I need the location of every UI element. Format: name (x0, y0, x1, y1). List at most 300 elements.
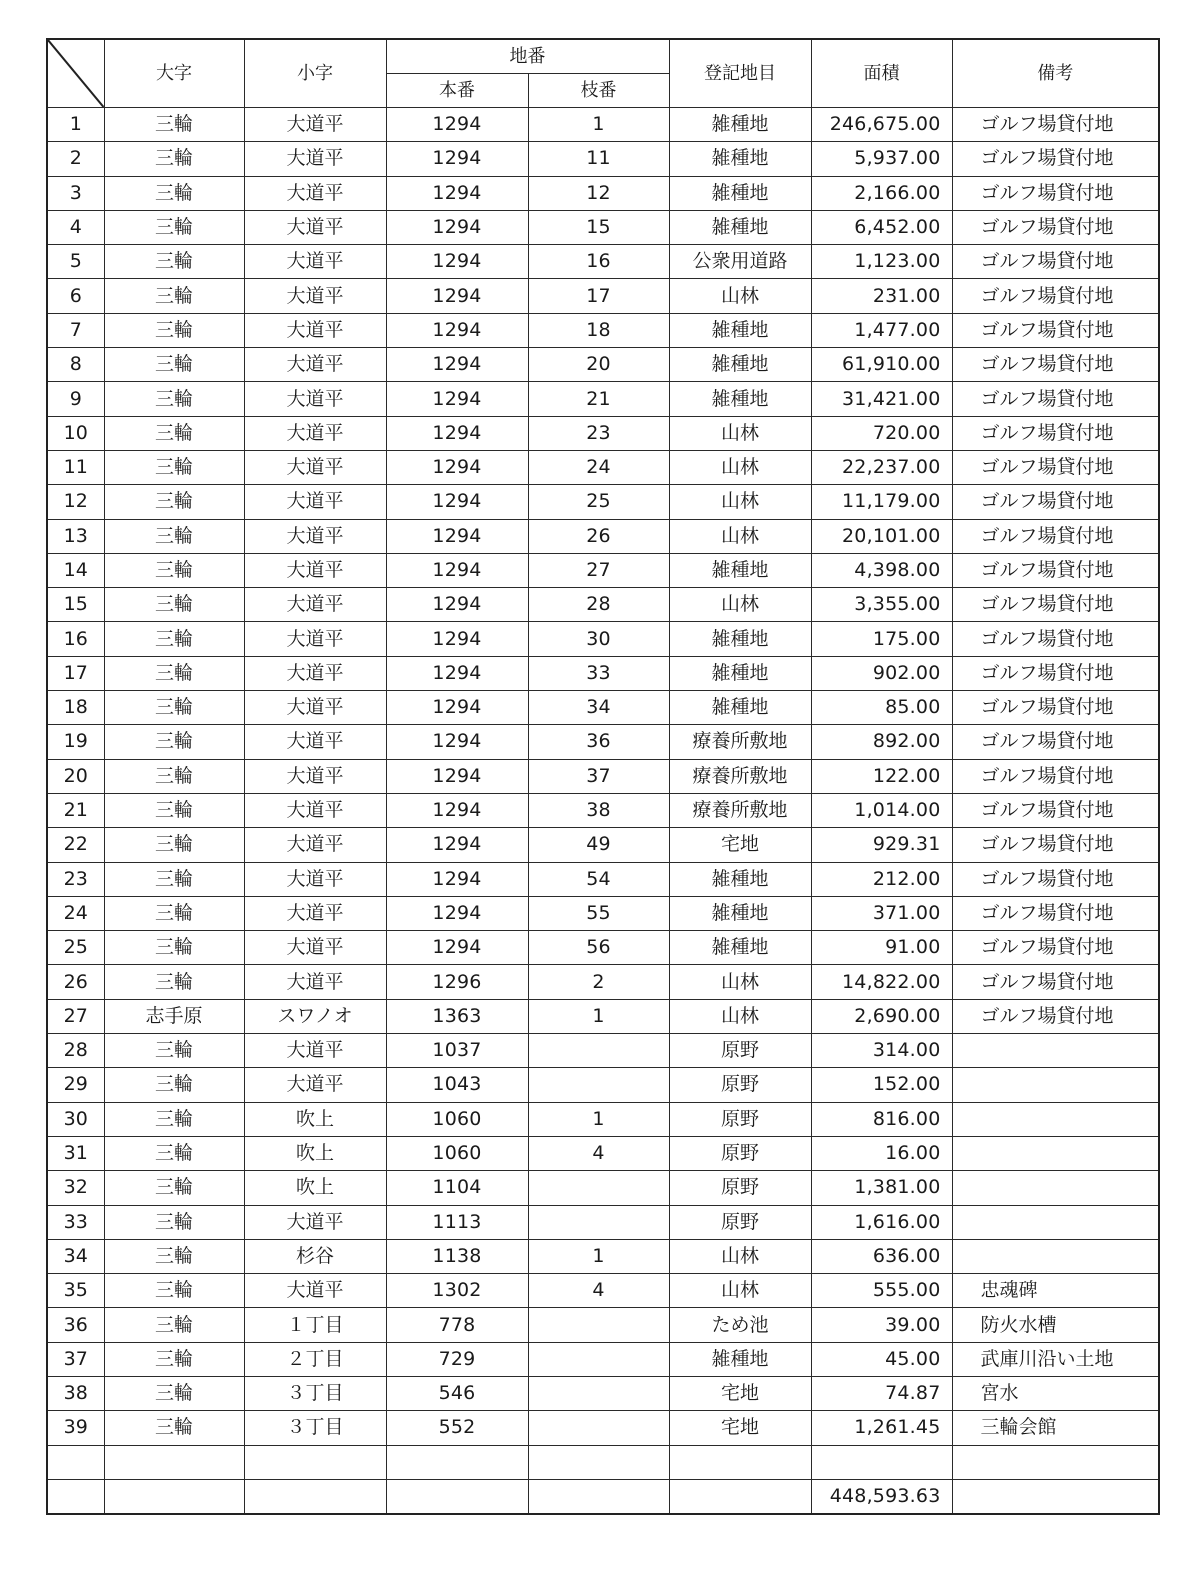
cell-menseki: 816.00 (811, 1102, 952, 1136)
cell-menseki: 61,910.00 (811, 348, 952, 382)
row-number: 36 (47, 1308, 104, 1342)
cell-edaban: 24 (528, 450, 669, 484)
header-honban: 本番 (386, 74, 528, 108)
cell-edaban: 23 (528, 416, 669, 450)
cell-oaza: 三輪 (104, 588, 244, 622)
cell-koaza: 大道平 (244, 313, 386, 347)
cell-menseki: 6,452.00 (811, 210, 952, 244)
cell-biko: 忠魂碑 (952, 1274, 1159, 1308)
cell-honban: 1294 (386, 862, 528, 896)
cell-honban: 1294 (386, 313, 528, 347)
cell-biko: ゴルフ場貸付地 (952, 348, 1159, 382)
cell-edaban (528, 1068, 669, 1102)
cell-honban: 1294 (386, 519, 528, 553)
cell-oaza: 三輪 (104, 1136, 244, 1170)
table-row (47, 450, 1159, 484)
empty-cell (244, 1479, 386, 1514)
table-row (47, 1102, 1159, 1136)
cell-oaza: 三輪 (104, 1171, 244, 1205)
row-number: 29 (47, 1068, 104, 1102)
cell-oaza: 三輪 (104, 896, 244, 930)
cell-koaza: 大道平 (244, 382, 386, 416)
table-row (47, 588, 1159, 622)
cell-honban: 778 (386, 1308, 528, 1342)
cell-biko (952, 1205, 1159, 1239)
cell-edaban: 25 (528, 485, 669, 519)
row-number: 25 (47, 931, 104, 965)
cell-edaban (528, 1171, 669, 1205)
table-row (47, 176, 1159, 210)
cell-honban: 1104 (386, 1171, 528, 1205)
table-row (47, 485, 1159, 519)
cell-menseki: 1,616.00 (811, 1205, 952, 1239)
cell-chimoku: 雑種地 (669, 862, 811, 896)
cell-edaban: 16 (528, 245, 669, 279)
cell-biko (952, 1136, 1159, 1170)
cell-oaza: 三輪 (104, 245, 244, 279)
cell-menseki: 39.00 (811, 1308, 952, 1342)
total-row (47, 1479, 1159, 1514)
table-row (47, 1308, 1159, 1342)
cell-menseki: 371.00 (811, 896, 952, 930)
cell-koaza: 大道平 (244, 656, 386, 690)
row-number: 12 (47, 485, 104, 519)
cell-oaza: 三輪 (104, 965, 244, 999)
cell-chimoku: ため池 (669, 1308, 811, 1342)
cell-edaban: 1 (528, 1239, 669, 1273)
table-header (47, 39, 1159, 108)
cell-koaza: １丁目 (244, 1308, 386, 1342)
cell-honban: 546 (386, 1376, 528, 1410)
table-row (47, 245, 1159, 279)
cell-koaza: 大道平 (244, 896, 386, 930)
cell-edaban: 55 (528, 896, 669, 930)
header-edaban: 枝番 (528, 74, 669, 108)
row-number: 24 (47, 896, 104, 930)
cell-menseki: 902.00 (811, 656, 952, 690)
cell-menseki: 11,179.00 (811, 485, 952, 519)
cell-honban: 1294 (386, 108, 528, 142)
cell-edaban: 38 (528, 793, 669, 827)
cell-chimoku: 雑種地 (669, 691, 811, 725)
cell-honban: 1302 (386, 1274, 528, 1308)
row-number: 22 (47, 828, 104, 862)
cell-koaza: 大道平 (244, 245, 386, 279)
cell-edaban: 4 (528, 1274, 669, 1308)
cell-menseki: 1,381.00 (811, 1171, 952, 1205)
cell-edaban: 1 (528, 108, 669, 142)
cell-menseki: 16.00 (811, 1136, 952, 1170)
cell-honban: 1037 (386, 1034, 528, 1068)
header-menseki: 面積 (811, 39, 952, 108)
cell-honban: 1294 (386, 622, 528, 656)
table-row (47, 382, 1159, 416)
cell-menseki: 2,690.00 (811, 999, 952, 1033)
cell-oaza: 三輪 (104, 416, 244, 450)
cell-menseki: 1,123.00 (811, 245, 952, 279)
cell-honban: 1294 (386, 210, 528, 244)
cell-honban: 1294 (386, 656, 528, 690)
cell-edaban: 4 (528, 1136, 669, 1170)
cell-koaza: 大道平 (244, 416, 386, 450)
cell-koaza: 大道平 (244, 108, 386, 142)
cell-menseki: 3,355.00 (811, 588, 952, 622)
cell-menseki: 22,237.00 (811, 450, 952, 484)
cell-biko: ゴルフ場貸付地 (952, 279, 1159, 313)
cell-chimoku: 山林 (669, 416, 811, 450)
row-number: 31 (47, 1136, 104, 1170)
cell-honban: 1294 (386, 725, 528, 759)
cell-biko: ゴルフ場貸付地 (952, 313, 1159, 347)
row-number: 4 (47, 210, 104, 244)
cell-oaza: 三輪 (104, 931, 244, 965)
table-row (47, 416, 1159, 450)
cell-chimoku: 山林 (669, 519, 811, 553)
cell-chimoku: 原野 (669, 1205, 811, 1239)
cell-biko: ゴルフ場貸付地 (952, 965, 1159, 999)
blank-row (47, 1445, 1159, 1479)
cell-edaban: 37 (528, 759, 669, 793)
cell-koaza: 大道平 (244, 1274, 386, 1308)
row-number: 16 (47, 622, 104, 656)
cell-koaza: スワノオ (244, 999, 386, 1033)
cell-oaza: 三輪 (104, 210, 244, 244)
row-number: 3 (47, 176, 104, 210)
cell-koaza: 大道平 (244, 793, 386, 827)
cell-edaban: 28 (528, 588, 669, 622)
row-number: 37 (47, 1342, 104, 1376)
cell-oaza: 三輪 (104, 725, 244, 759)
cell-menseki: 2,166.00 (811, 176, 952, 210)
cell-honban: 1294 (386, 759, 528, 793)
cell-biko: ゴルフ場貸付地 (952, 896, 1159, 930)
cell-koaza: ２丁目 (244, 1342, 386, 1376)
cell-honban: 1294 (386, 142, 528, 176)
cell-oaza: 三輪 (104, 348, 244, 382)
row-number: 18 (47, 691, 104, 725)
cell-oaza: 三輪 (104, 313, 244, 347)
cell-biko (952, 1239, 1159, 1273)
cell-menseki: 231.00 (811, 279, 952, 313)
table-row (47, 519, 1159, 553)
cell-biko (952, 1034, 1159, 1068)
cell-menseki: 892.00 (811, 725, 952, 759)
cell-koaza: 大道平 (244, 588, 386, 622)
cell-koaza: 吹上 (244, 1136, 386, 1170)
cell-oaza: 三輪 (104, 1411, 244, 1445)
cell-menseki: 1,261.45 (811, 1411, 952, 1445)
cell-oaza: 三輪 (104, 862, 244, 896)
cell-edaban: 27 (528, 553, 669, 587)
cell-koaza: 大道平 (244, 348, 386, 382)
cell-edaban (528, 1034, 669, 1068)
cell-oaza: 三輪 (104, 1274, 244, 1308)
cell-biko: ゴルフ場貸付地 (952, 553, 1159, 587)
table-row (47, 1411, 1159, 1445)
cell-edaban (528, 1205, 669, 1239)
row-number: 20 (47, 759, 104, 793)
cell-koaza: 大道平 (244, 1034, 386, 1068)
cell-edaban: 2 (528, 965, 669, 999)
cell-koaza: 大道平 (244, 176, 386, 210)
cell-oaza: 三輪 (104, 759, 244, 793)
cell-edaban: 1 (528, 1102, 669, 1136)
cell-biko: ゴルフ場貸付地 (952, 210, 1159, 244)
cell-oaza: 三輪 (104, 1239, 244, 1273)
cell-oaza: 志手原 (104, 999, 244, 1033)
cell-oaza: 三輪 (104, 1342, 244, 1376)
cell-menseki: 212.00 (811, 862, 952, 896)
cell-oaza: 三輪 (104, 622, 244, 656)
cell-edaban: 17 (528, 279, 669, 313)
table-row (47, 691, 1159, 725)
row-number: 2 (47, 142, 104, 176)
table-row (47, 1239, 1159, 1273)
cell-oaza: 三輪 (104, 519, 244, 553)
row-number: 34 (47, 1239, 104, 1273)
table-row (47, 896, 1159, 930)
header-biko: 備考 (952, 39, 1159, 108)
cell-edaban: 18 (528, 313, 669, 347)
row-number: 9 (47, 382, 104, 416)
cell-chimoku: 山林 (669, 1239, 811, 1273)
row-number: 6 (47, 279, 104, 313)
table-row (47, 348, 1159, 382)
cell-oaza: 三輪 (104, 1034, 244, 1068)
table-row (47, 656, 1159, 690)
table-row (47, 1136, 1159, 1170)
cell-koaza: 大道平 (244, 622, 386, 656)
cell-menseki: 246,675.00 (811, 108, 952, 142)
cell-biko: ゴルフ場貸付地 (952, 725, 1159, 759)
cell-biko (952, 1171, 1159, 1205)
row-number: 39 (47, 1411, 104, 1445)
cell-chimoku: 宅地 (669, 828, 811, 862)
row-number: 35 (47, 1274, 104, 1308)
cell-oaza: 三輪 (104, 382, 244, 416)
table-row (47, 210, 1159, 244)
cell-edaban: 21 (528, 382, 669, 416)
cell-oaza: 三輪 (104, 793, 244, 827)
table-row (47, 759, 1159, 793)
cell-honban: 1294 (386, 691, 528, 725)
cell-biko: ゴルフ場貸付地 (952, 622, 1159, 656)
cell-menseki: 1,014.00 (811, 793, 952, 827)
cell-koaza: 吹上 (244, 1171, 386, 1205)
cell-honban: 1060 (386, 1102, 528, 1136)
cell-chimoku: 雑種地 (669, 656, 811, 690)
cell-biko: ゴルフ場貸付地 (952, 588, 1159, 622)
cell-chimoku: 雑種地 (669, 142, 811, 176)
cell-edaban: 34 (528, 691, 669, 725)
table-row (47, 793, 1159, 827)
cell-menseki: 929.31 (811, 828, 952, 862)
row-number: 27 (47, 999, 104, 1033)
cell-biko: ゴルフ場貸付地 (952, 450, 1159, 484)
cell-edaban: 33 (528, 656, 669, 690)
cell-chimoku: 雑種地 (669, 313, 811, 347)
cell-edaban: 30 (528, 622, 669, 656)
cell-menseki: 555.00 (811, 1274, 952, 1308)
cell-menseki: 4,398.00 (811, 553, 952, 587)
cell-menseki: 314.00 (811, 1034, 952, 1068)
cell-koaza: 大道平 (244, 210, 386, 244)
cell-honban: 1294 (386, 416, 528, 450)
cell-koaza: 大道平 (244, 519, 386, 553)
cell-chimoku: 雑種地 (669, 348, 811, 382)
cell-oaza: 三輪 (104, 1102, 244, 1136)
cell-menseki: 122.00 (811, 759, 952, 793)
cell-menseki: 636.00 (811, 1239, 952, 1273)
header-koaza: 小字 (244, 39, 386, 108)
cell-honban: 1363 (386, 999, 528, 1033)
cell-honban: 1294 (386, 896, 528, 930)
row-number: 38 (47, 1376, 104, 1410)
header-chiban: 地番 (386, 39, 669, 74)
cell-menseki: 20,101.00 (811, 519, 952, 553)
cell-edaban: 20 (528, 348, 669, 382)
empty-cell (528, 1445, 669, 1479)
cell-biko: ゴルフ場貸付地 (952, 828, 1159, 862)
row-number: 19 (47, 725, 104, 759)
cell-biko: 宮水 (952, 1376, 1159, 1410)
cell-biko: 防火水槽 (952, 1308, 1159, 1342)
table-row (47, 1068, 1159, 1102)
empty-cell (47, 1445, 104, 1479)
cell-koaza: 大道平 (244, 931, 386, 965)
cell-chimoku: 原野 (669, 1171, 811, 1205)
cell-edaban (528, 1342, 669, 1376)
cell-biko: ゴルフ場貸付地 (952, 656, 1159, 690)
cell-chimoku: 山林 (669, 588, 811, 622)
cell-koaza: 大道平 (244, 965, 386, 999)
cell-biko: ゴルフ場貸付地 (952, 519, 1159, 553)
cell-biko: ゴルフ場貸付地 (952, 245, 1159, 279)
cell-koaza: 大道平 (244, 828, 386, 862)
row-number: 32 (47, 1171, 104, 1205)
cell-menseki: 85.00 (811, 691, 952, 725)
empty-cell (952, 1479, 1159, 1514)
cell-honban: 1294 (386, 348, 528, 382)
cell-koaza: 大道平 (244, 485, 386, 519)
cell-oaza: 三輪 (104, 176, 244, 210)
cell-honban: 1138 (386, 1239, 528, 1273)
row-number: 23 (47, 862, 104, 896)
cell-biko: 武庫川沿い土地 (952, 1342, 1159, 1376)
row-number: 28 (47, 1034, 104, 1068)
cell-biko: ゴルフ場貸付地 (952, 759, 1159, 793)
cell-biko: ゴルフ場貸付地 (952, 862, 1159, 896)
cell-koaza: 吹上 (244, 1102, 386, 1136)
table-row (47, 862, 1159, 896)
corner-diagonal-cell (47, 39, 104, 108)
row-number: 13 (47, 519, 104, 553)
table-row (47, 725, 1159, 759)
row-number: 30 (47, 1102, 104, 1136)
row-number: 7 (47, 313, 104, 347)
empty-cell (386, 1479, 528, 1514)
empty-cell (386, 1445, 528, 1479)
cell-honban: 1113 (386, 1205, 528, 1239)
cell-biko: ゴルフ場貸付地 (952, 793, 1159, 827)
cell-koaza: 大道平 (244, 279, 386, 313)
cell-honban: 1294 (386, 245, 528, 279)
cell-chimoku: 宅地 (669, 1411, 811, 1445)
empty-cell (528, 1479, 669, 1514)
cell-biko: 三輪会館 (952, 1411, 1159, 1445)
cell-honban: 1294 (386, 553, 528, 587)
cell-chimoku: 雑種地 (669, 553, 811, 587)
cell-edaban: 11 (528, 142, 669, 176)
empty-cell (104, 1479, 244, 1514)
cell-oaza: 三輪 (104, 1205, 244, 1239)
cell-menseki: 1,477.00 (811, 313, 952, 347)
cell-menseki: 45.00 (811, 1342, 952, 1376)
cell-koaza: 大道平 (244, 759, 386, 793)
cell-koaza: 大道平 (244, 553, 386, 587)
row-number: 33 (47, 1205, 104, 1239)
cell-koaza: 杉谷 (244, 1239, 386, 1273)
cell-honban: 1294 (386, 382, 528, 416)
table-row (47, 553, 1159, 587)
table-row (47, 1274, 1159, 1308)
cell-biko: ゴルフ場貸付地 (952, 382, 1159, 416)
cell-koaza: 大道平 (244, 142, 386, 176)
cell-chimoku: 山林 (669, 1274, 811, 1308)
row-number: 5 (47, 245, 104, 279)
row-number: 14 (47, 553, 104, 587)
cell-chimoku: 原野 (669, 1068, 811, 1102)
table-row (47, 1376, 1159, 1410)
cell-honban: 1296 (386, 965, 528, 999)
cell-koaza: 大道平 (244, 862, 386, 896)
cell-menseki: 5,937.00 (811, 142, 952, 176)
cell-biko: ゴルフ場貸付地 (952, 691, 1159, 725)
cell-biko: ゴルフ場貸付地 (952, 931, 1159, 965)
row-number: 21 (47, 793, 104, 827)
cell-oaza: 三輪 (104, 450, 244, 484)
table-row (47, 828, 1159, 862)
cell-menseki: 91.00 (811, 931, 952, 965)
cell-koaza: 大道平 (244, 691, 386, 725)
cell-honban: 552 (386, 1411, 528, 1445)
cell-oaza: 三輪 (104, 279, 244, 313)
empty-cell (669, 1445, 811, 1479)
table-row (47, 279, 1159, 313)
table-row (47, 142, 1159, 176)
cell-menseki: 720.00 (811, 416, 952, 450)
table-row (47, 108, 1159, 142)
table-body (47, 108, 1159, 1515)
row-number: 11 (47, 450, 104, 484)
cell-koaza: 大道平 (244, 725, 386, 759)
table-row (47, 313, 1159, 347)
cell-oaza: 三輪 (104, 142, 244, 176)
cell-honban: 729 (386, 1342, 528, 1376)
cell-chimoku: 療養所敷地 (669, 793, 811, 827)
cell-honban: 1043 (386, 1068, 528, 1102)
cell-menseki: 31,421.00 (811, 382, 952, 416)
cell-honban: 1294 (386, 588, 528, 622)
table-row (47, 622, 1159, 656)
cell-chimoku: 原野 (669, 1034, 811, 1068)
cell-biko: ゴルフ場貸付地 (952, 108, 1159, 142)
cell-edaban: 1 (528, 999, 669, 1033)
cell-edaban: 56 (528, 931, 669, 965)
cell-edaban: 26 (528, 519, 669, 553)
empty-cell (244, 1445, 386, 1479)
cell-biko: ゴルフ場貸付地 (952, 176, 1159, 210)
